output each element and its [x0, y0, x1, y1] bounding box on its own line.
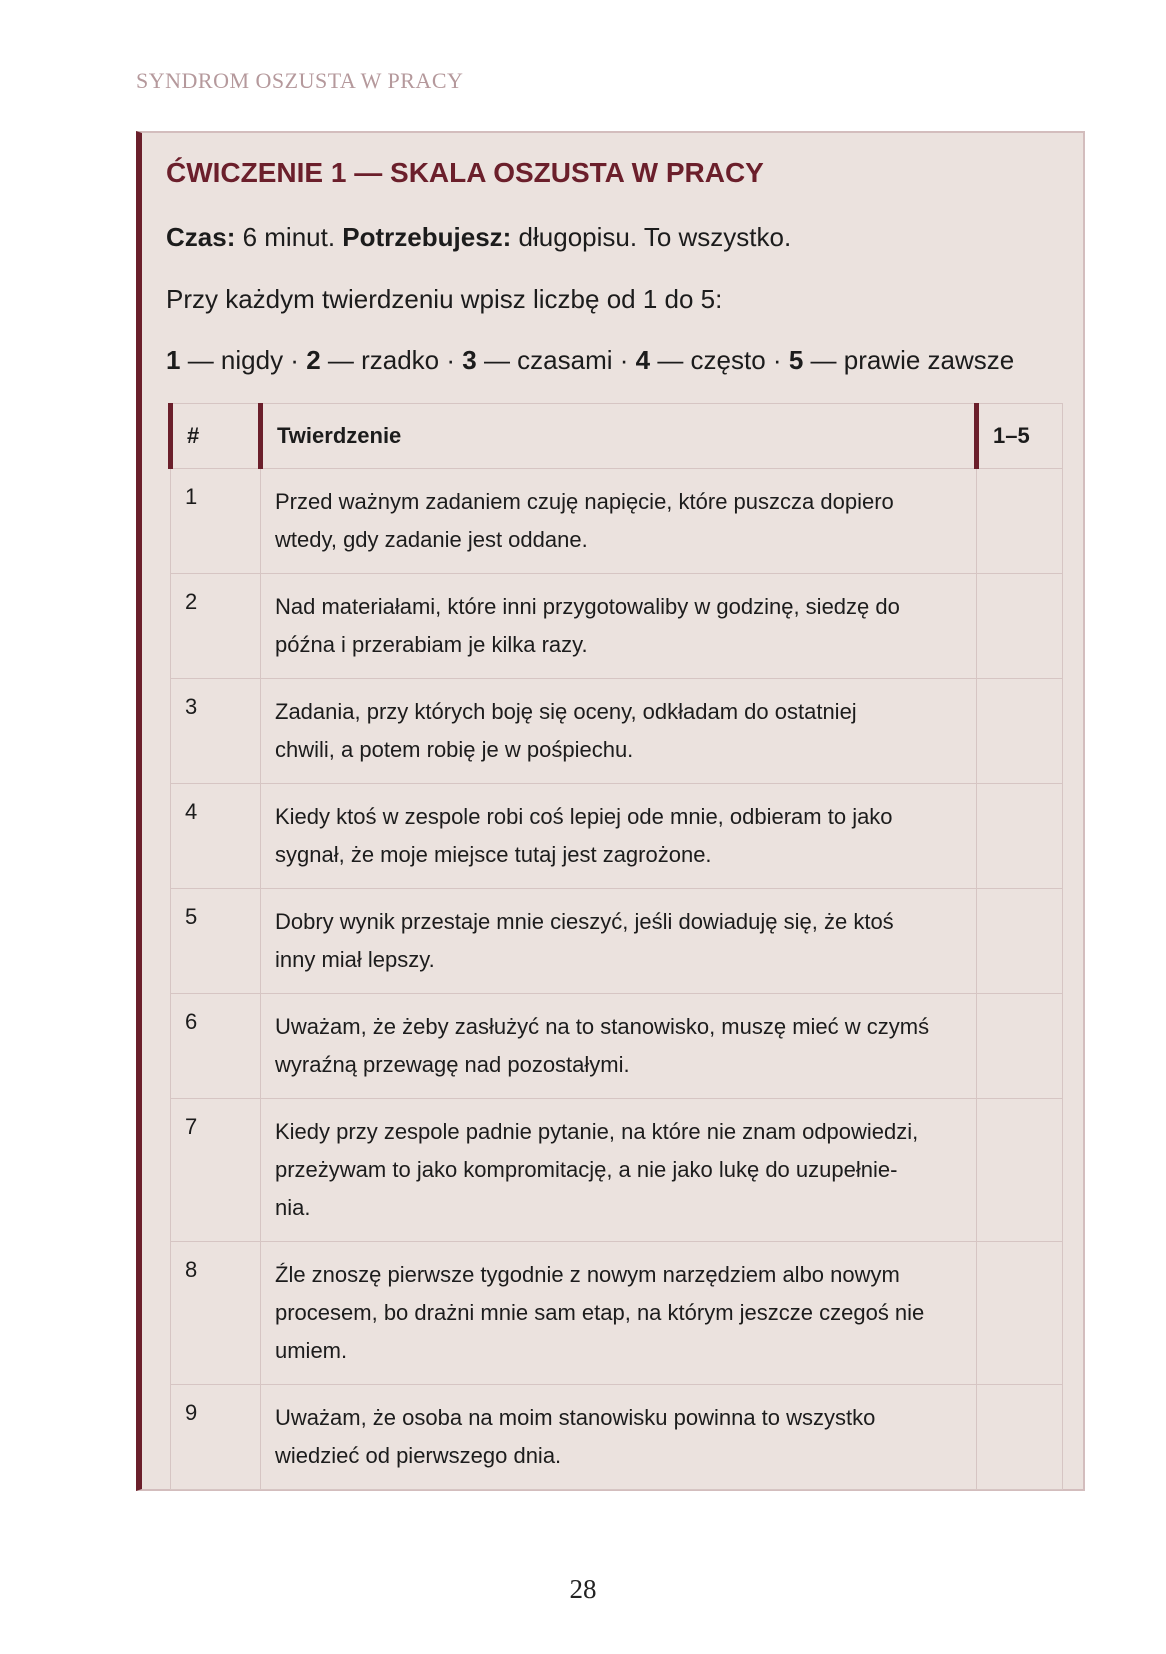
scale-num: 5 — [788, 345, 804, 375]
statement-text — [261, 1385, 977, 1490]
statement-line: umiem. — [275, 1338, 348, 1363]
table-row — [171, 1242, 1063, 1385]
statement-line: wyraźną przewagę nad pozostałymi. — [275, 1052, 630, 1077]
statement-number: 7 — [171, 1099, 261, 1242]
statement-number: 5 — [171, 889, 261, 994]
statement-text — [261, 469, 977, 574]
statement-text — [261, 679, 977, 784]
statement-line: przeżywam to jako kompromitację, a nie jako lukę do uzupełnie- — [275, 1157, 898, 1182]
statement-line: Uważam, że osoba na moim stanowisku powinna to wszystko — [275, 1405, 876, 1430]
statement-line: Uważam, że żeby zasłużyć na to stanowisko, muszę mieć w czymś — [275, 1014, 930, 1039]
need-label: Potrzebujesz: — [342, 222, 512, 252]
scale-label: — rzadko · — [320, 345, 463, 375]
statement-number: 4 — [171, 784, 261, 889]
statement-line: Źle znoszę pierwsze tygodnie z nowym narzędziem albo nowym — [275, 1262, 900, 1287]
statement-text — [261, 1099, 977, 1242]
statement-line: sygnał, że moje miejsce tutaj jest zagrożone. — [275, 842, 712, 867]
score-cell[interactable] — [977, 1242, 1063, 1385]
statement-number: 2 — [171, 574, 261, 679]
score-cell[interactable] — [977, 679, 1063, 784]
rating-scale — [166, 345, 1014, 376]
statement-number: 1 — [171, 469, 261, 574]
header-statement: Twierdzenie — [261, 404, 977, 469]
header-score: 1–5 — [977, 404, 1063, 469]
scale-label: — prawie zawsze — [803, 345, 1015, 375]
time-label: Czas: — [166, 222, 236, 252]
exercise-box — [136, 131, 1085, 1491]
statement-line: procesem, bo drażni mnie sam etap, na którym jeszcze czegoś nie — [275, 1300, 925, 1325]
statement-line: Kiedy ktoś w zespole robi coś lepiej ode mnie, odbieram to jako — [275, 804, 893, 829]
scale-label: — nigdy · — [180, 345, 307, 375]
statement-line: wiedzieć od pierwszego dnia. — [275, 1443, 562, 1468]
scale-label: — często · — [650, 345, 789, 375]
score-cell[interactable] — [977, 784, 1063, 889]
statement-line: Nad materiałami, które inni przygotowaliby w godzinę, siedzę do — [275, 594, 900, 619]
table-row — [171, 994, 1063, 1099]
score-cell[interactable] — [977, 994, 1063, 1099]
statement-line: inny miał lepszy. — [275, 947, 435, 972]
score-cell[interactable] — [977, 1385, 1063, 1490]
statement-number: 6 — [171, 994, 261, 1099]
score-cell[interactable] — [977, 469, 1063, 574]
statement-line: nia. — [275, 1195, 311, 1220]
table-row — [171, 574, 1063, 679]
statement-line: Kiedy przy zespole padnie pytanie, na które nie znam odpowiedzi, — [275, 1119, 919, 1144]
table-row — [171, 784, 1063, 889]
statement-line: Przed ważnym zadaniem czuję napięcie, które puszcza dopiero — [275, 489, 894, 514]
scale-num: 3 — [462, 345, 477, 375]
time-value: 6 minut. — [235, 222, 343, 252]
table-row — [171, 469, 1063, 574]
table-row — [171, 1099, 1063, 1242]
exercise-title: ĆWICZENIE 1 — SKALA OSZUSTA W PRACY — [166, 157, 764, 188]
table-row — [171, 889, 1063, 994]
page-number: 28 — [569, 1574, 597, 1604]
statement-line: wtedy, gdy zadanie jest oddane. — [275, 527, 588, 552]
statement-line: Zadania, przy których boję się oceny, odkładam do ostatniej — [275, 699, 857, 724]
statement-line: późna i przerabiam je kilka razy. — [275, 632, 588, 657]
table-header-row — [171, 404, 1063, 469]
running-head: SYNDROM OSZUSTA W PRACY — [136, 68, 464, 93]
scale-label: — czasami · — [476, 345, 636, 375]
exercise-intro: Przy każdym twierdzeniu wpisz liczbę od 1 do 5: — [166, 284, 723, 314]
statement-number: 3 — [171, 679, 261, 784]
table-row — [171, 679, 1063, 784]
statement-text — [261, 574, 977, 679]
statement-number: 8 — [171, 1242, 261, 1385]
statement-text — [261, 1242, 977, 1385]
statement-line: chwili, a potem robię je w pośpiechu. — [275, 737, 634, 762]
statement-text — [261, 784, 977, 889]
statements-table — [168, 403, 1063, 1490]
scale-num: 2 — [306, 345, 321, 375]
score-cell[interactable] — [977, 889, 1063, 994]
statement-line: Dobry wynik przestaje mnie cieszyć, jeśli dowiaduję się, że ktoś — [275, 909, 894, 934]
header-number: # — [171, 404, 261, 469]
scale-num: 4 — [635, 345, 651, 375]
statement-text — [261, 889, 977, 994]
score-cell[interactable] — [977, 1099, 1063, 1242]
statement-text — [261, 994, 977, 1099]
exercise-time-line — [166, 222, 791, 253]
need-value: długopisu. To wszystko. — [511, 222, 792, 252]
statement-number: 9 — [171, 1385, 261, 1490]
score-cell[interactable] — [977, 574, 1063, 679]
table-row — [171, 1385, 1063, 1490]
scale-num: 1 — [166, 345, 181, 375]
